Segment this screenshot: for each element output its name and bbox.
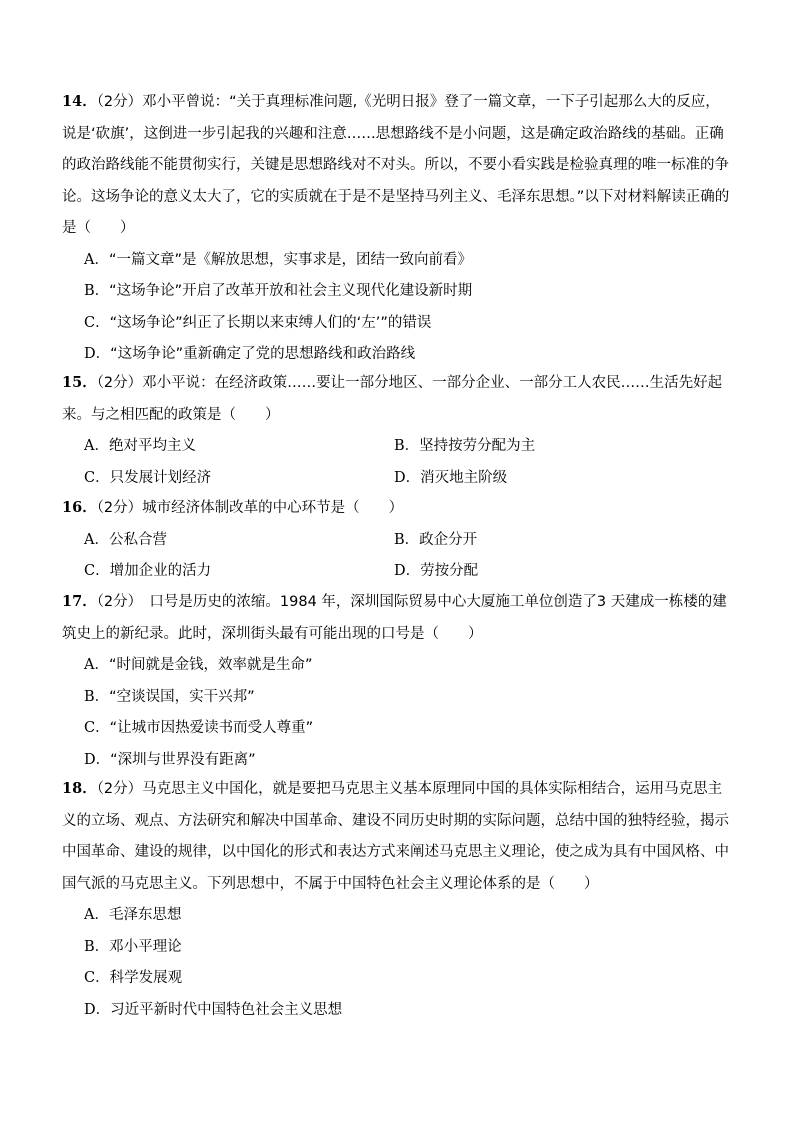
option-label: C． bbox=[84, 469, 110, 486]
question-score: （2分） bbox=[96, 594, 135, 610]
question-score: （2分） bbox=[96, 375, 143, 391]
option-a[interactable] bbox=[84, 431, 394, 463]
question-number: 14 bbox=[62, 93, 83, 110]
question-number: 15 bbox=[62, 374, 83, 391]
question-stem: 18．（2分）马克思主义中国化，就是要把马克思主义基本原理同中国的具体实际相结合，运用马克思主义的立场、观点、方法研究和解决中国革命、建设不同历史时期的实际问题，总结中国的独特经验，揭示中国革命、建设的规律，以中国化的形式和表达方式来阐述马克思主义理论，使之成为具有中国风格、中国气派的马克思主义。下列思想中，不属于中国特色社会主义理论体系的是（ ） bbox=[62, 780, 729, 892]
option-b[interactable] bbox=[394, 525, 734, 557]
option-label: A． bbox=[84, 438, 109, 454]
option-c[interactable] bbox=[62, 308, 734, 340]
question-stem: 16．（2分）城市经济体制改革的中心环节是（ ） bbox=[62, 499, 404, 516]
option-grid bbox=[62, 525, 734, 588]
option-grid bbox=[62, 431, 734, 494]
option-text: 劳按分配 bbox=[420, 563, 479, 579]
option-b[interactable] bbox=[62, 276, 734, 308]
option-list bbox=[62, 650, 734, 776]
option-a[interactable] bbox=[62, 650, 734, 682]
option-text: 消灭地主阶级 bbox=[420, 469, 508, 486]
option-text: “深圳与世界没有距离” bbox=[110, 751, 256, 768]
option-d[interactable] bbox=[394, 463, 734, 495]
option-list bbox=[62, 900, 734, 1026]
option-text: 增加企业的活力 bbox=[109, 563, 212, 579]
option-label: A． bbox=[84, 251, 109, 268]
option-text: “时间就是金钱，效率就是生命” bbox=[108, 657, 313, 673]
option-label: A． bbox=[84, 531, 109, 548]
question-number: 16 bbox=[62, 499, 83, 516]
option-label: D． bbox=[84, 1001, 111, 1018]
option-text: “空谈误国，实干兴邦” bbox=[109, 688, 255, 705]
option-text: 科学发展观 bbox=[109, 970, 183, 986]
option-b[interactable] bbox=[394, 431, 734, 463]
option-c[interactable] bbox=[62, 713, 734, 745]
option-label: C． bbox=[84, 563, 110, 579]
option-label: D． bbox=[84, 751, 111, 768]
option-c[interactable] bbox=[62, 963, 734, 995]
option-label: C． bbox=[84, 314, 110, 331]
option-d[interactable] bbox=[394, 556, 734, 588]
option-c[interactable] bbox=[84, 556, 394, 588]
option-b[interactable] bbox=[62, 932, 734, 964]
option-label: A． bbox=[84, 657, 109, 673]
question-18 bbox=[62, 773, 734, 1026]
question-text: 邓小平说：在经济政策……要让一部分地区、一部分企业、一部分工人农民……生活先好起来。与之相匹配的政策是（ ） bbox=[62, 375, 723, 423]
question-score: （2分） bbox=[96, 500, 143, 516]
question-15 bbox=[62, 367, 734, 494]
question-number: 17 bbox=[62, 593, 83, 610]
option-label: D． bbox=[394, 563, 421, 579]
option-label: D． bbox=[84, 346, 111, 362]
option-label: C． bbox=[84, 970, 110, 986]
option-text: “这场争论”开启了改革开放和社会主义现代化建设新时期 bbox=[109, 283, 473, 299]
question-text: 口号是历史的浓缩。1984 年，深圳国际贸易中心大厦施工单位创造了3 天建成一栋楼的建筑史上的新纪录。此时，深圳街头最有可能出现的口号是（ ） bbox=[62, 594, 727, 642]
option-label: B． bbox=[394, 438, 420, 454]
option-a[interactable] bbox=[62, 245, 734, 277]
question-16 bbox=[62, 492, 734, 588]
option-a[interactable] bbox=[62, 900, 734, 932]
option-label: B． bbox=[84, 283, 110, 299]
option-text: 只发展计划经济 bbox=[109, 469, 212, 486]
question-stem: 14．（2分）邓小平曾说：“关于真理标准问题,《光明日报》登了一篇文章，一下子引起那么大的反应，说是‘砍旗’，这倒进一步引起我的兴趣和注意……思想路线不是小问题，这是确定政治路线的基础。正确的政治路线能不能贯彻实行，关键是思想路线对不对头。所以，不要小看实践是检验真理的唯一标准的争论。这场争论的意义太大了，它的实质就在于是不是坚持马列主义、毛泽东思想。”以下对材料解读正确的是（ ） bbox=[62, 93, 730, 236]
option-b[interactable] bbox=[62, 682, 734, 714]
option-text: 习近平新时代中国特色社会主义思想 bbox=[110, 1001, 343, 1018]
question-score: （2分） bbox=[96, 781, 143, 797]
option-label: B． bbox=[84, 938, 110, 955]
option-label: B． bbox=[394, 531, 420, 548]
question-text: 马克思主义中国化，就是要把马克思主义基本原理同中国的具体实际相结合，运用马克思主义的立场、观点、方法研究和解决中国革命、建设不同历史时期的实际问题，总结中国的独特经验，揭示中国革命、建设的规律，以中国化的形式和表达方式来阐述马克思主义理论，使之成为具有中国风格、中国气派的马克思主义。下列思想中，不属于中国特色社会主义理论体系的是（ ） bbox=[62, 781, 729, 892]
option-text: “一篇文章”是《解放思想，实事求是，团结一致向前看》 bbox=[108, 251, 473, 268]
option-d[interactable] bbox=[62, 339, 734, 371]
option-text: “这场争论”纠正了长期以来束缚人们的‘左’”的错误 bbox=[109, 314, 432, 331]
option-text: 绝对平均主义 bbox=[108, 438, 196, 454]
option-d[interactable] bbox=[62, 745, 734, 777]
question-text: 邓小平曾说：“关于真理标准问题,《光明日报》登了一篇文章，一下子引起那么大的反应，说是‘砍旗’，这倒进一步引起我的兴趣和注意……思想路线不是小问题，这是确定政治路线的基础。正确的政治路线能不能贯彻实行，关键是思想路线对不对头。所以，不要小看实践是检验真理的唯一标准的争论。这场争论的意义太大了，它的实质就在于是不是坚持马列主义、毛泽东思想。”以下对材料解读正确的是（ ） bbox=[62, 94, 730, 236]
question-14 bbox=[62, 86, 734, 371]
option-d[interactable] bbox=[62, 995, 734, 1027]
option-list bbox=[62, 245, 734, 371]
option-text: 坚持按劳分配为主 bbox=[419, 438, 536, 454]
option-text: 公私合营 bbox=[108, 531, 167, 548]
question-17 bbox=[62, 586, 734, 776]
question-score: （2分） bbox=[96, 94, 143, 110]
option-text: 政企分开 bbox=[419, 531, 478, 548]
option-label: B． bbox=[84, 688, 110, 705]
question-number: 18 bbox=[62, 780, 83, 797]
question-stem: 17．（2分） 口号是历史的浓缩。1984 年，深圳国际贸易中心大厦施工单位创造了3 天建成一栋楼的建筑史上的新纪录。此时，深圳街头最有可能出现的口号是（ ） bbox=[62, 593, 727, 642]
option-label: C． bbox=[84, 720, 110, 736]
option-a[interactable] bbox=[84, 525, 394, 557]
option-label: D． bbox=[394, 469, 421, 486]
question-stem: 15．（2分）邓小平说：在经济政策……要让一部分地区、一部分企业、一部分工人农民……生活先好起来。与之相匹配的政策是（ ） bbox=[62, 374, 723, 423]
option-text: “这场争论”重新确定了党的思想路线和政治路线 bbox=[110, 346, 416, 362]
option-text: “让城市因热爱读书而受人尊重” bbox=[109, 720, 314, 736]
option-label: A． bbox=[84, 907, 109, 923]
option-c[interactable] bbox=[84, 463, 394, 495]
option-text: 邓小平理论 bbox=[109, 938, 182, 955]
question-text: 城市经济体制改革的中心环节是（ ） bbox=[142, 500, 404, 516]
option-text: 毛泽东思想 bbox=[108, 907, 182, 923]
